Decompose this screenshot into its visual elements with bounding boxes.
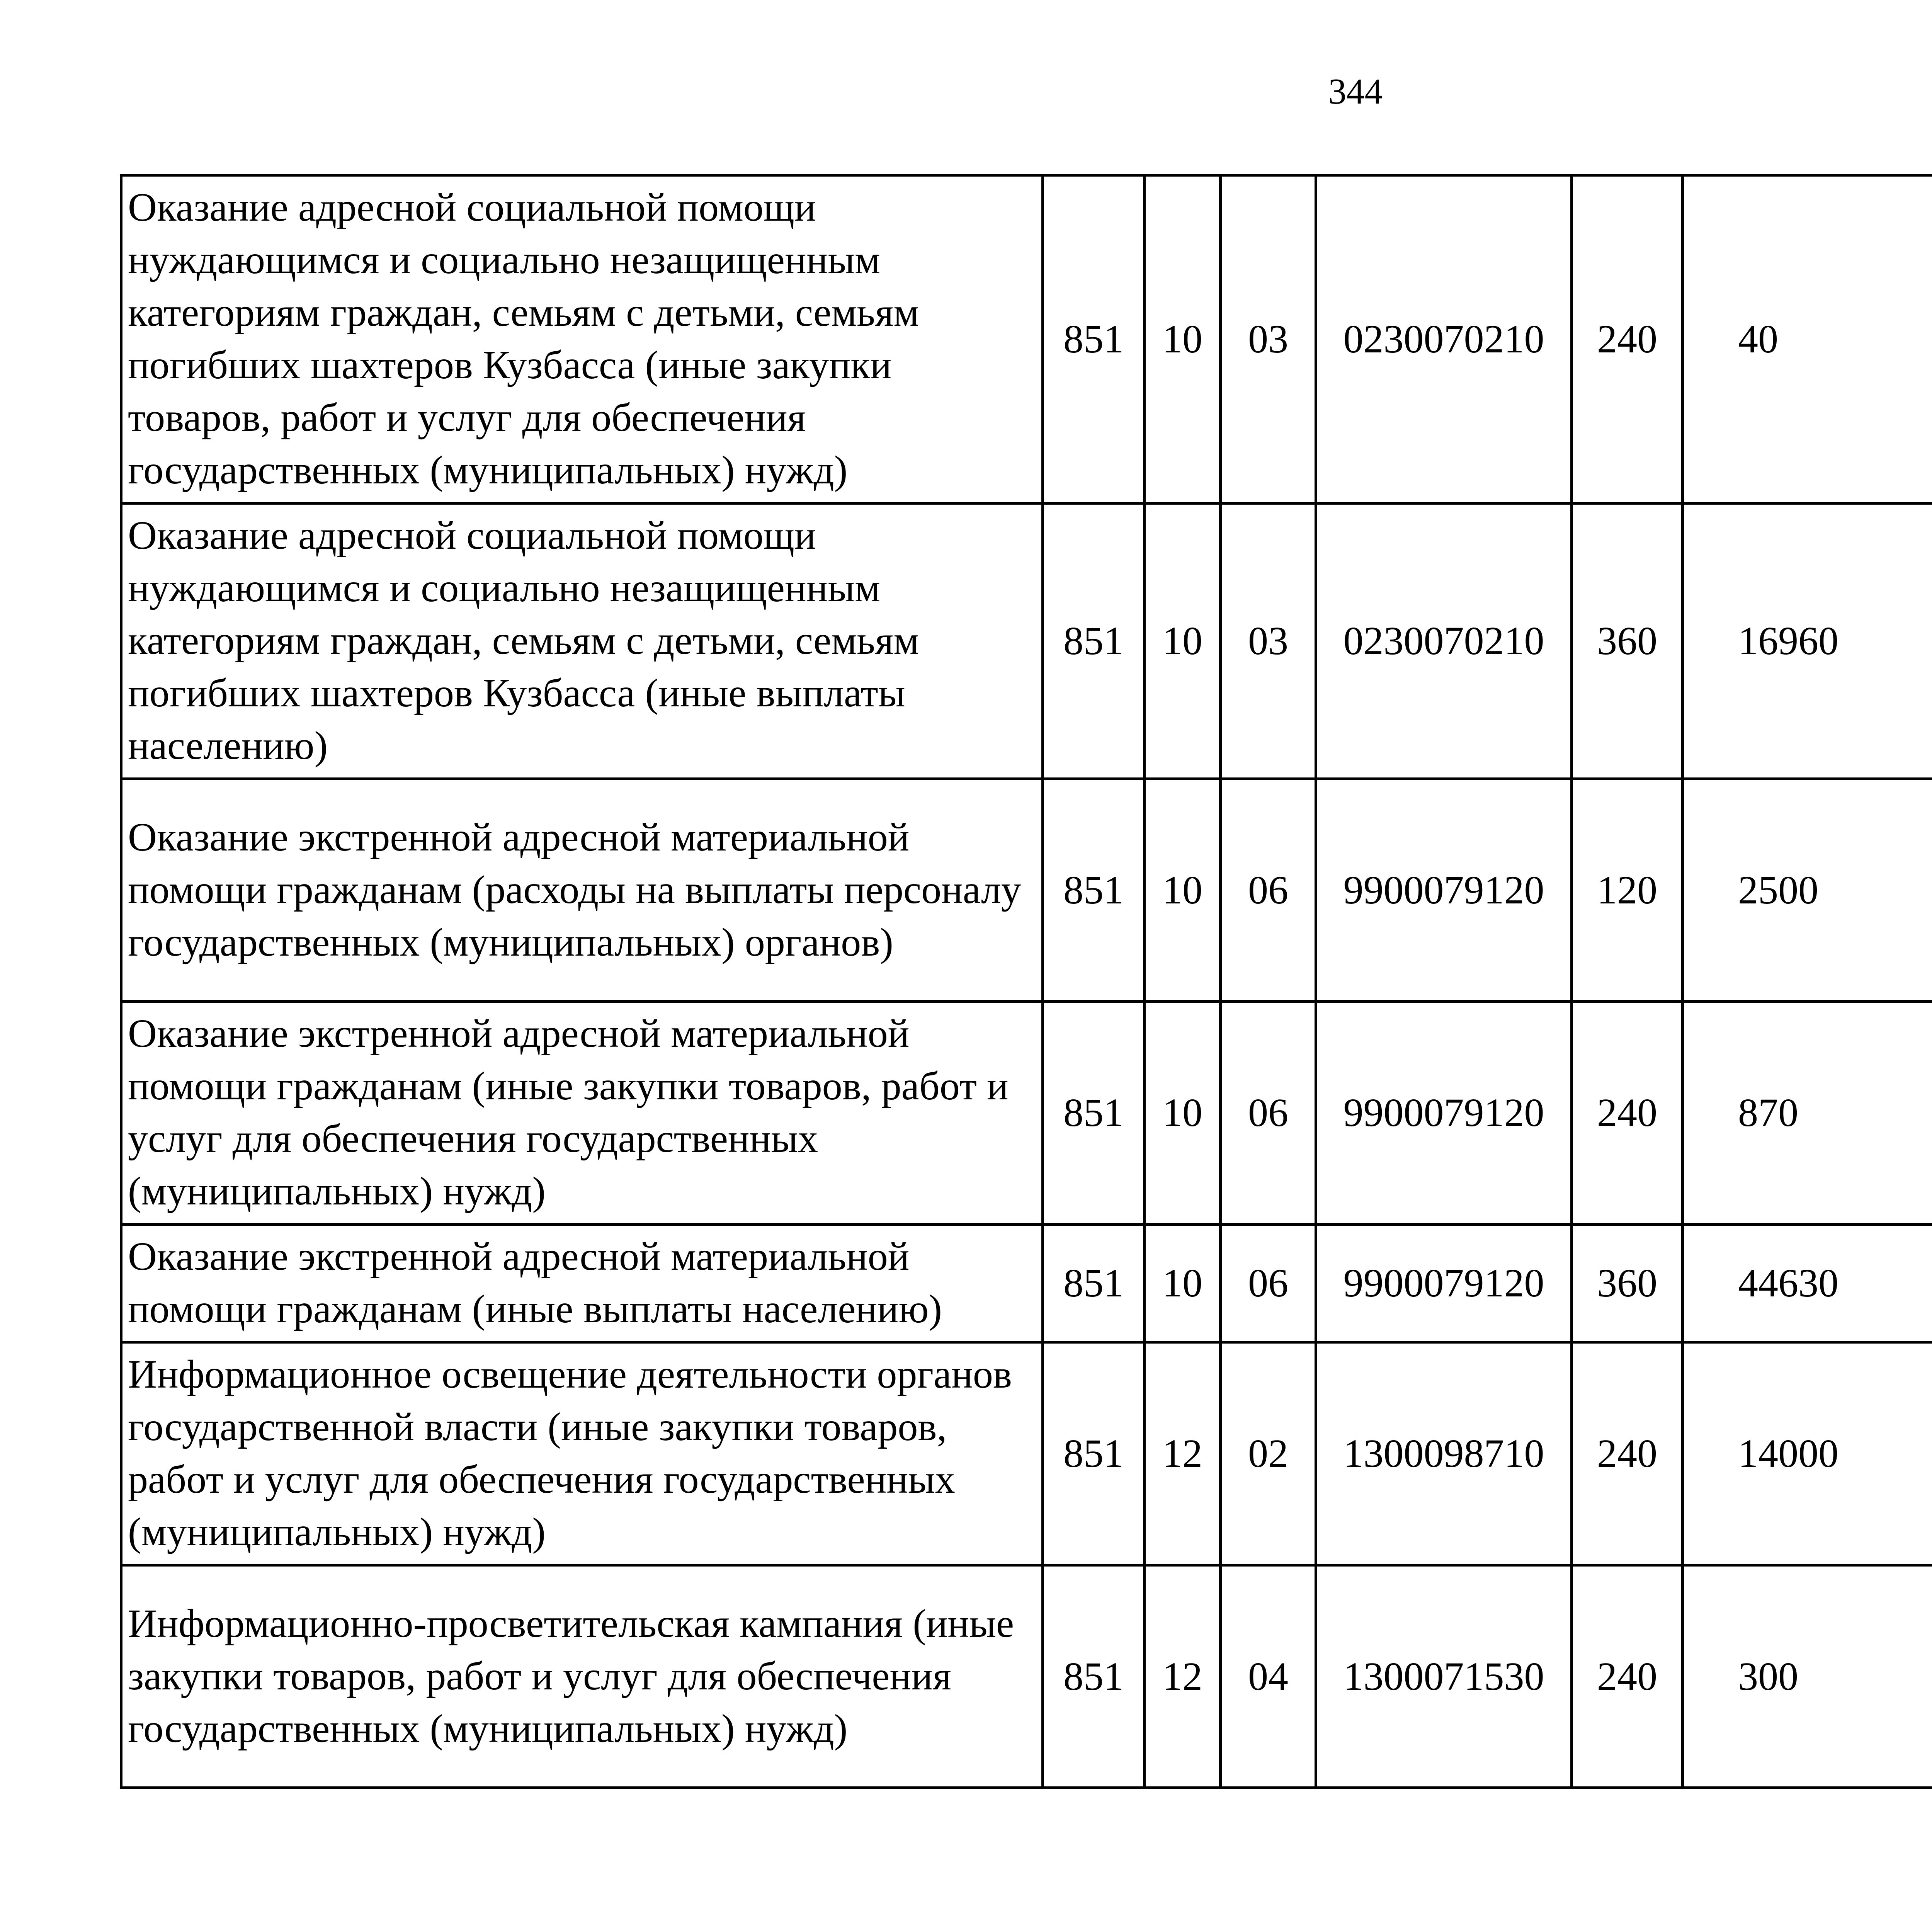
amount-year-1-cell: 16960	[1683, 503, 1932, 779]
ministry-code-cell: 851	[1043, 503, 1145, 779]
target-article-cell: 9900079120	[1316, 1225, 1572, 1342]
table-row	[121, 1225, 1932, 1342]
ministry-code-cell: 851	[1043, 1342, 1145, 1565]
section-code-cell: 12	[1145, 1342, 1221, 1565]
amount-year-1-cell: 300	[1683, 1565, 1932, 1788]
section-code-cell: 10	[1145, 503, 1221, 779]
description-cell: Оказание адресной социальной помощи нуждающимся и социально незащищенным категориям граждан, семьям с детьми, семьям погибших шахтеров Кузбасса (иные закупки товаров, работ и услуг для обеспечения государственных (муниципальных) нужд)	[121, 175, 1043, 503]
subsection-code-cell: 03	[1221, 175, 1316, 503]
target-article-cell: 0230070210	[1316, 503, 1572, 779]
subsection-code-cell: 06	[1221, 779, 1316, 1002]
section-code-cell: 12	[1145, 1565, 1221, 1788]
table-row	[121, 1002, 1932, 1225]
table-row	[121, 1342, 1932, 1565]
ministry-code-cell: 851	[1043, 1225, 1145, 1342]
budget-table	[120, 174, 1932, 1789]
target-article-cell: 9900079120	[1316, 1002, 1572, 1225]
ministry-code-cell: 851	[1043, 175, 1145, 503]
target-article-cell: 0230070210	[1316, 175, 1572, 503]
amount-year-1-cell: 40	[1683, 175, 1932, 503]
amount-year-1-cell: 2500	[1683, 779, 1932, 1002]
expense-type-cell: 360	[1572, 1225, 1683, 1342]
target-article-cell: 1300071530	[1316, 1565, 1572, 1788]
ministry-code-cell: 851	[1043, 779, 1145, 1002]
table-row	[121, 779, 1932, 1002]
description-cell: Оказание экстренной адресной материальной помощи гражданам (расходы на выплаты персоналу государственных (муниципальных) органов)	[121, 779, 1043, 1002]
subsection-code-cell: 06	[1221, 1225, 1316, 1342]
section-code-cell: 10	[1145, 1002, 1221, 1225]
section-code-cell: 10	[1145, 175, 1221, 503]
table-body	[121, 175, 1932, 1788]
amount-year-1-cell: 870	[1683, 1002, 1932, 1225]
target-article-cell: 1300098710	[1316, 1342, 1572, 1565]
expense-type-cell: 240	[1572, 1002, 1683, 1225]
description-cell: Информационное освещение деятельности органов государственной власти (иные закупки товаров, работ и услуг для обеспечения государственных (муниципальных) нужд)	[121, 1342, 1043, 1565]
ministry-code-cell: 851	[1043, 1002, 1145, 1225]
subsection-code-cell: 03	[1221, 503, 1316, 779]
section-code-cell: 10	[1145, 1225, 1221, 1342]
amount-year-1-cell: 44630	[1683, 1225, 1932, 1342]
page-number: 344	[1328, 71, 1383, 112]
description-cell: Оказание адресной социальной помощи нуждающимся и социально незащищенным категориям граждан, семьям с детьми, семьям погибших шахтеров Кузбасса (иные выплаты населению)	[121, 503, 1043, 779]
table-row	[121, 503, 1932, 779]
amount-year-1-cell: 14000	[1683, 1342, 1932, 1565]
table-row	[121, 175, 1932, 503]
subsection-code-cell: 06	[1221, 1002, 1316, 1225]
expense-type-cell: 240	[1572, 1342, 1683, 1565]
expense-type-cell: 240	[1572, 1565, 1683, 1788]
expense-type-cell: 360	[1572, 503, 1683, 779]
subsection-code-cell: 02	[1221, 1342, 1316, 1565]
description-cell: Оказание экстренной адресной материальной помощи гражданам (иные выплаты населению)	[121, 1225, 1043, 1342]
target-article-cell: 9900079120	[1316, 779, 1572, 1002]
description-cell: Оказание экстренной адресной материальной помощи гражданам (иные закупки товаров, работ и услуг для обеспечения государственных (муниципальных) нужд)	[121, 1002, 1043, 1225]
expense-type-cell: 120	[1572, 779, 1683, 1002]
description-cell: Информационно-просветительская кампания (иные закупки товаров, работ и услуг для обеспечения государственных (муниципальных) нужд)	[121, 1565, 1043, 1788]
expense-type-cell: 240	[1572, 175, 1683, 503]
subsection-code-cell: 04	[1221, 1565, 1316, 1788]
table-row	[121, 1565, 1932, 1788]
ministry-code-cell: 851	[1043, 1565, 1145, 1788]
section-code-cell: 10	[1145, 779, 1221, 1002]
